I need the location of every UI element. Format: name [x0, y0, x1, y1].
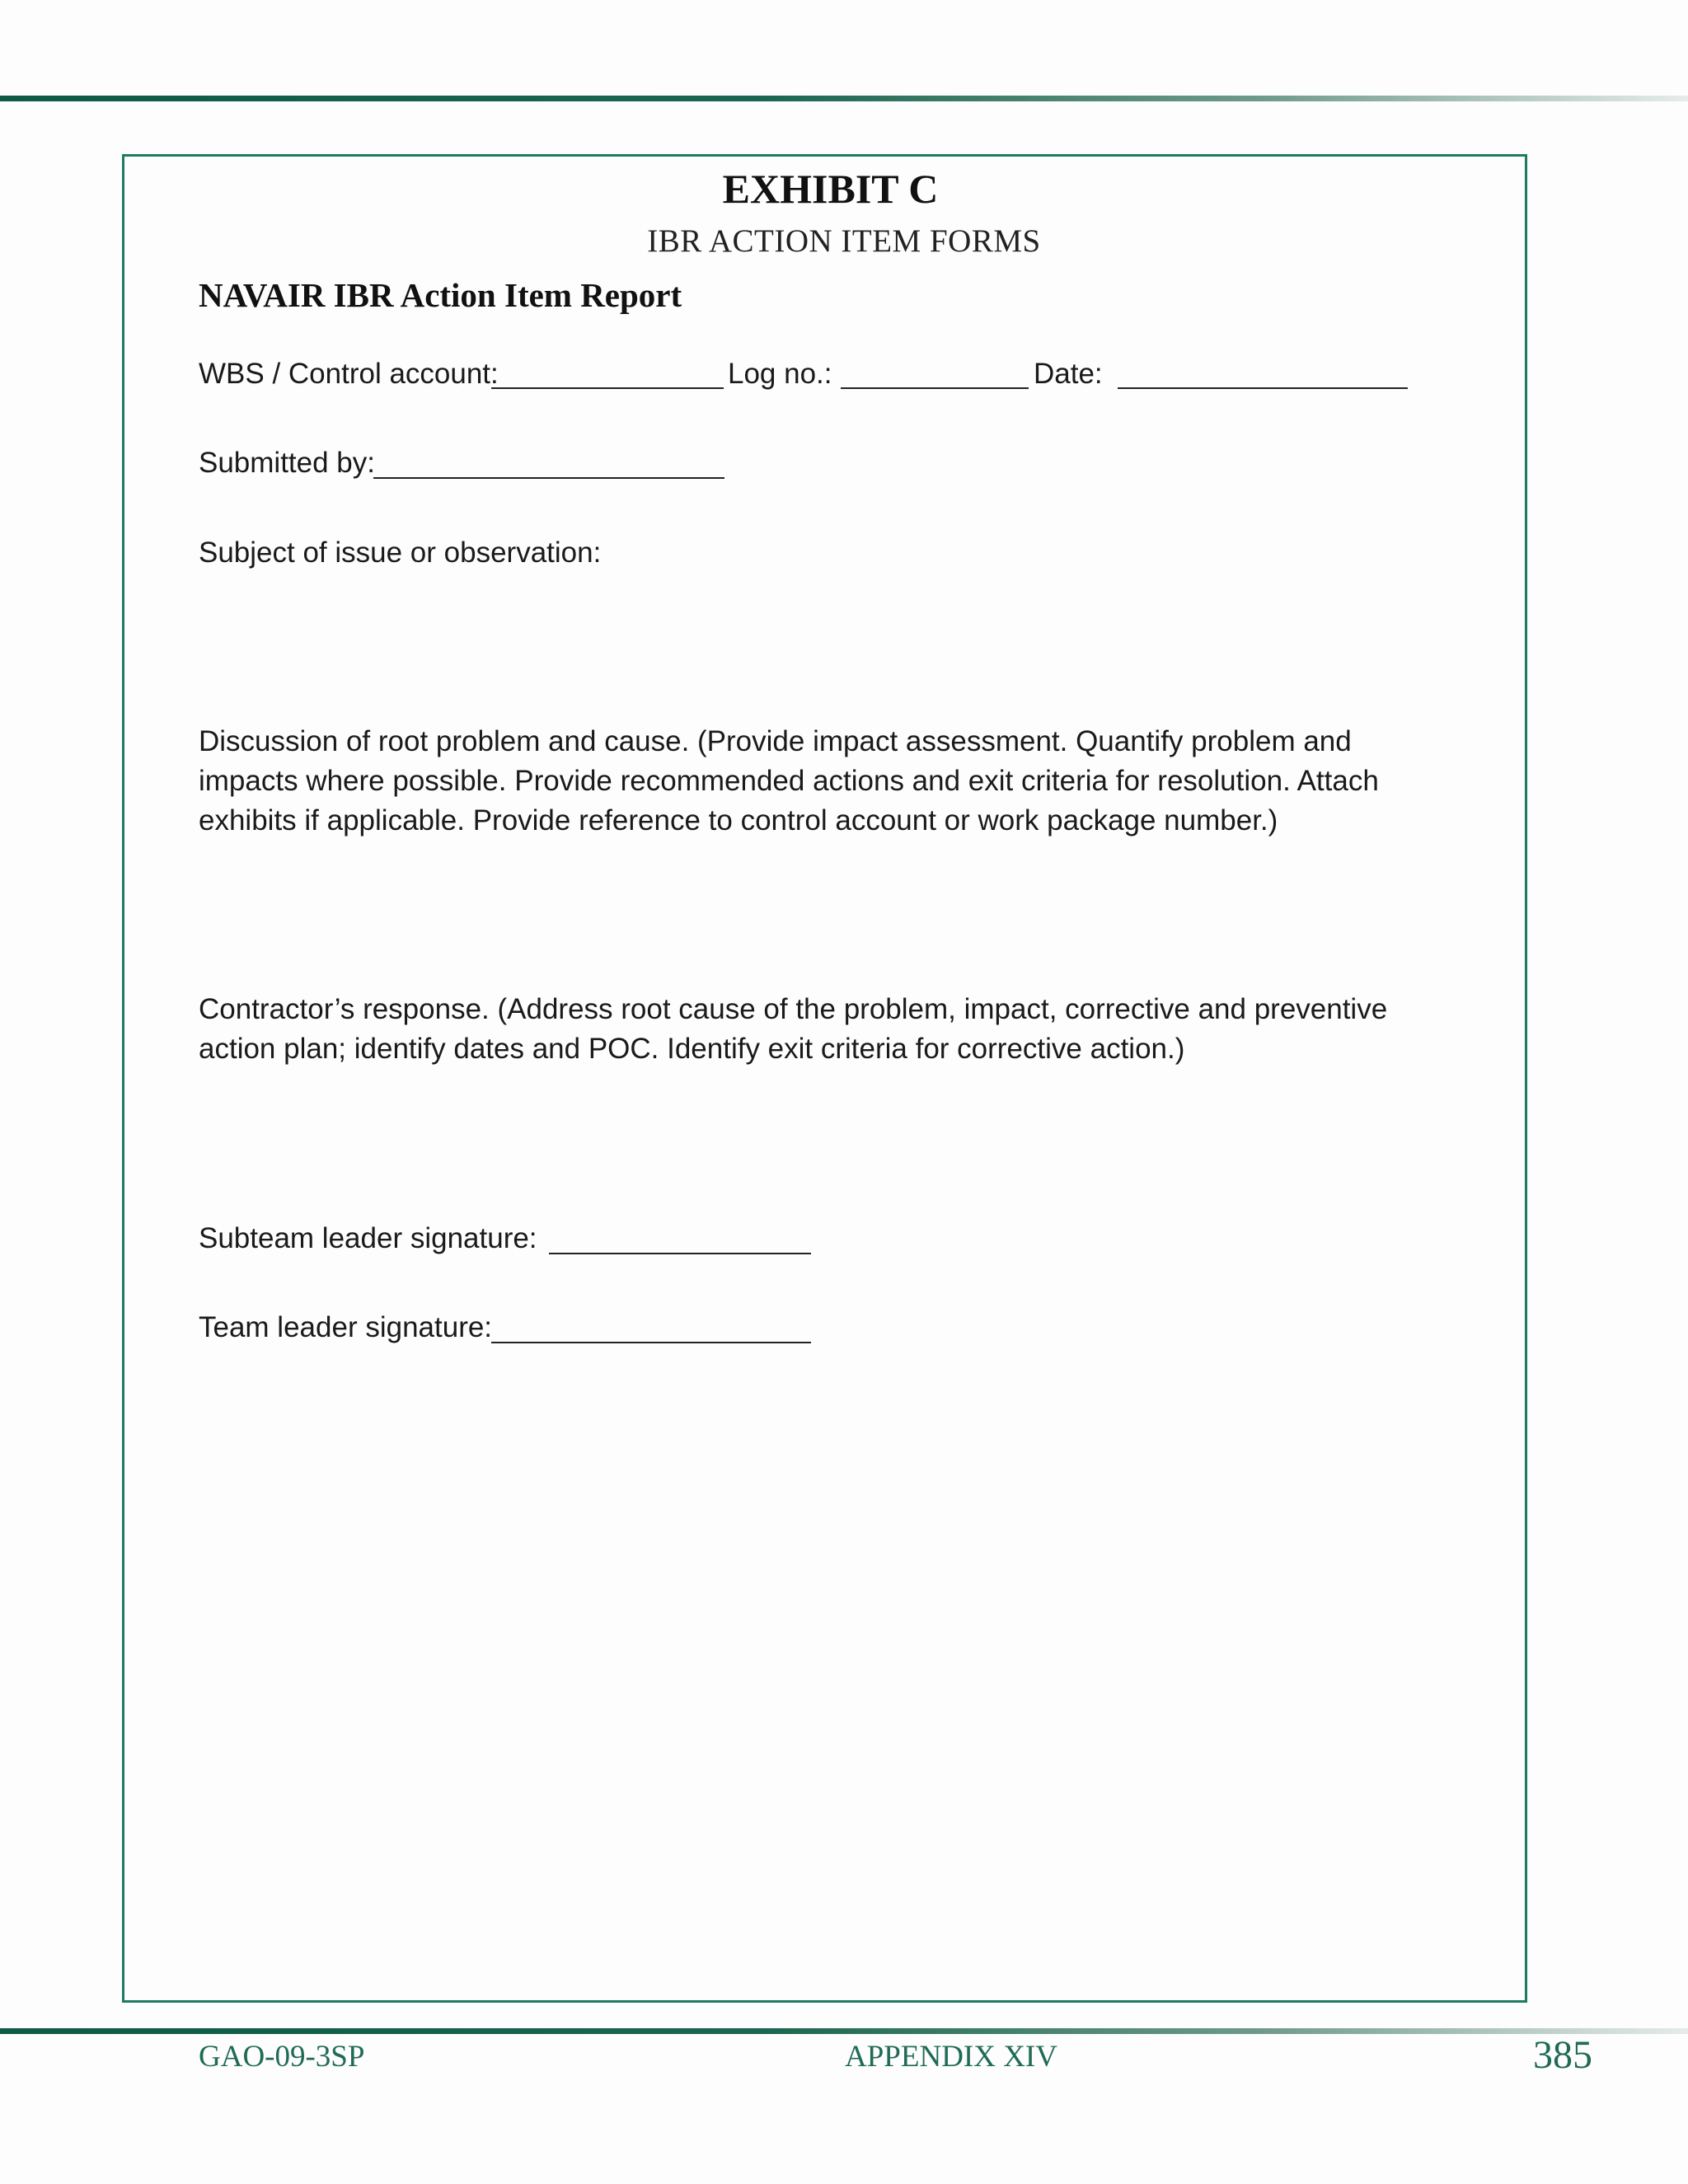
team-signature-label: Team leader signature: — [199, 1311, 493, 1343]
subject-label: Subject of issue or observation: — [199, 537, 602, 569]
contractor-response-paragraph: Contractor’s response. (Address root cause of the problem, impact, corrective and preventive action plan; identify dates and POC. Identify exit criteria for corrective action.) — [199, 993, 1388, 1065]
page-number: 385 — [1533, 2033, 1592, 2077]
bottom-rule — [0, 2028, 1688, 2034]
top-rule — [0, 96, 1688, 101]
log-label: Log no.: — [728, 358, 832, 390]
wbs-label: WBS / Control account: — [199, 358, 499, 390]
exhibit-subtitle: IBR ACTION ITEM FORMS — [647, 223, 1041, 259]
exhibit-frame — [122, 154, 1527, 2003]
exhibit-title: EXHIBIT C — [722, 166, 939, 212]
wbs-field[interactable] — [491, 387, 724, 389]
submitted-by-label: Submitted by: — [199, 447, 375, 479]
footer-section: APPENDIX XIV — [845, 2040, 1057, 2074]
submitted-by-field[interactable] — [373, 477, 724, 479]
subteam-signature-field[interactable] — [549, 1253, 811, 1254]
log-field[interactable] — [841, 387, 1029, 389]
discussion-paragraph: Discussion of root problem and cause. (Provide impact assessment. Quantify problem and impacts where possible. Provide recommended actions and exit criteria for resolution. Attach exhibits if applicable. Provide reference to control account or work package number.) — [199, 725, 1379, 837]
date-label: Date: — [1034, 358, 1103, 390]
footer-doc-id: GAO-09-3SP — [199, 2040, 365, 2074]
team-signature-field[interactable] — [491, 1342, 811, 1343]
form-title: NAVAIR IBR Action Item Report — [199, 276, 682, 314]
date-field[interactable] — [1118, 387, 1408, 389]
subteam-signature-label: Subteam leader signature: — [199, 1222, 537, 1254]
